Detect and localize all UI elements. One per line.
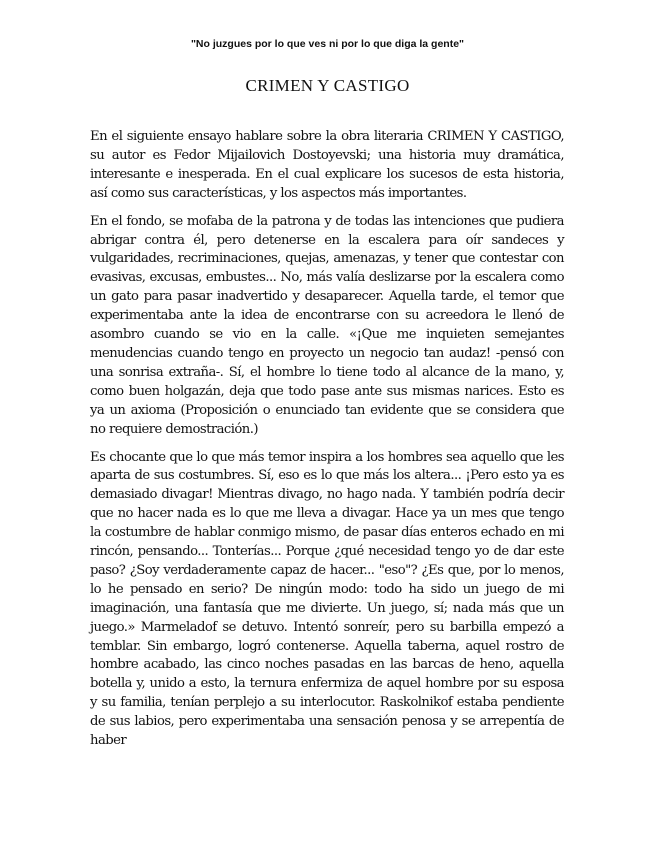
epigraph: "No juzgues por lo que ves ni por lo que diga la gente" [190, 38, 465, 50]
page-title: CRIMEN Y CASTIGO [245, 76, 410, 95]
paragraph-2: En el fondo, se mofaba de la patrona y de todas las intenciones que pudiera abrigar contra él, pero detenerse en la escalera para oír sandeces y vulgaridades, recriminaciones, quejas, amenazas, y tener que contestar con evasivas, excusas, embustes... No, más valía deslizarse por la escalera como un gato para pasar inadvertido y desaparecer. Aquella tarde, el temor que experimentaba ante la idea de encontrarse con su acreedora le llenó de asombro cuando se vio en la calle. «¡Que me inquieten semejantes menudencias cuando tengo en proyecto un negocio tan audaz! -pensó con una sonrisa extraña-. Sí, el hombre lo tiene todo al alcance de la mano, y, como buen holgazán, deja que todo pase ante sus mismas narices. Esto es ya un axioma (Proposición o enunciado tan evidente que se considera que no requiere demostración.) [90, 213, 564, 437]
paragraph-3: Es chocante que lo que más temor inspira a los hombres sea aquello que les aparta de sus costumbres. Sí, eso es lo que más los altera... ¡Pero esto ya es demasiado divagar! Mientras divago, no hago nada. Y también podría decir que no hacer nada es lo que me lleva a divagar. Hace ya un mes que tengo la costumbre de hablar conmigo mismo, de pasar días enteros echado en mi rincón, pensando... Tonterías... Porque ¿qué necesidad tengo yo de dar este paso? ¿Soy verdaderamente capaz de hacer... "eso"? ¿Es que, por lo menos, lo he pensado en serio? De ningún modo: todo ha sido un juego de mi imaginación, una fantasía que me divierte. Un juego, sí; nada más que un juego.» Marmeladof se detuvo. Intentó sonreír, pero su barbilla empezó a temblar. Sin embargo, logró contenerse. Aquella taberna, aquel rostro de hombre acabado, las cinco noches pasadas en las barcas de heno, aquella botella y, unido a esto, la ternura enfermiza de aquel hombre por su esposa y su familia, tenían perplejo a su interlocutor. Raskolnikof estaba pendiente de sus labios, pero experimentaba una sensación penosa y se arrepentía de haber [90, 449, 564, 749]
paragraph-1: En el siguiente ensayo hablare sobre la obra literaria CRIMEN Y CASTIGO, su autor es Fedor Mijailovich Dostoyevski; una historia muy dramática, interesante e inesperada. En el cual explicare los sucesos de esta historia, así como sus características, y los aspectos más importantes. [90, 129, 564, 201]
essay-body [90, 128, 564, 760]
